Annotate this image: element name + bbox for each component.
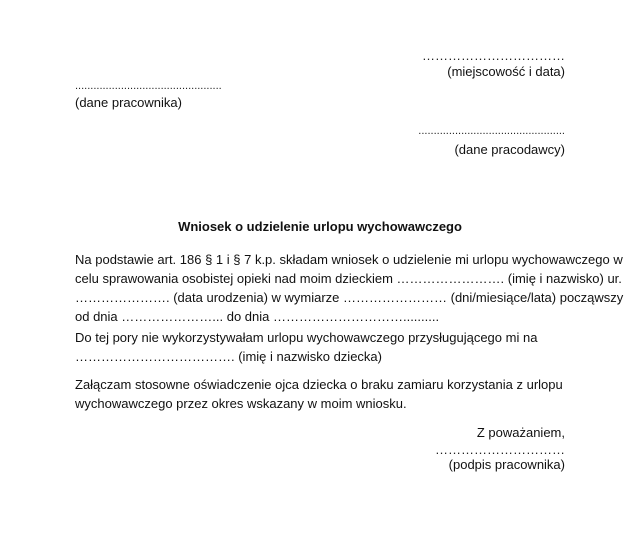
paragraph-request [75, 250, 624, 326]
paragraph-prior-leave [75, 328, 575, 366]
paragraph-line: od dnia …………………... do dnia ………………………….......... [75, 309, 440, 324]
document-title: Wniosek o udzielenie urlopu wychowawczego [178, 219, 462, 234]
employer-data-line: ................................................ [418, 125, 565, 137]
paragraph-line: wychowawczego przez okres wskazany w moim wniosku. [75, 396, 407, 411]
paragraph-line: Do tej pory nie wykorzystywałam urlopu wychowawczego przysługującego mi na [75, 330, 538, 345]
paragraph-line: Na podstawie art. 186 § 1 i § 7 k.p. składam wniosek o udzielenie mi urlopu wychowawczego w [75, 252, 623, 267]
signature-label: (podpis pracownika) [448, 457, 565, 472]
employer-data-label: (dane pracodawcy) [454, 142, 565, 157]
paragraph-line: Załączam stosowne oświadczenie ojca dziecka o braku zamiaru korzystania z urlopu [75, 377, 563, 392]
paragraph-line: ………………………………. (imię i nazwisko dziecka) [75, 349, 382, 364]
closing-greeting: Z poważaniem, [476, 425, 565, 440]
paragraph-attachment [75, 375, 575, 413]
signature-line: ………………………… [435, 442, 565, 457]
employee-data-label: (dane pracownika) [75, 95, 182, 110]
paragraph-line: celu sprawowania osobistej opieki nad moim dzieckiem ……………………. (imię i nazwisko) ur. [75, 271, 622, 286]
place-date-label: (miejscowość i data) [447, 64, 565, 79]
place-date-line: …………………………… [422, 48, 565, 63]
paragraph-line: …………………. (data urodzenia) w wymiarze …………………… (dni/miesiące/lata) począwszy [75, 290, 624, 305]
employee-data-line: ................................................ [75, 80, 222, 92]
